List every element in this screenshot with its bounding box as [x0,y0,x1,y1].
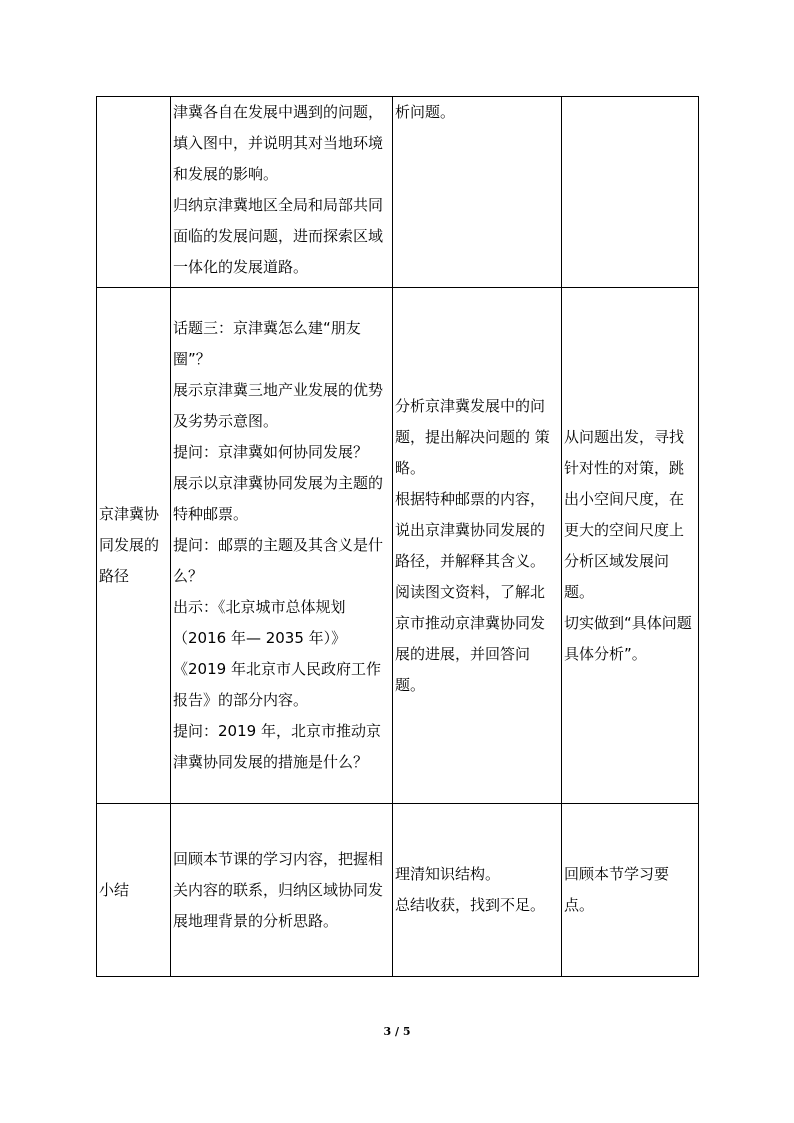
paragraph: 出示：《北京城市总体规划（2016 年— 2035 年）》《2019 年北京市人民政府工作报告》的部分内容。 [173,598,381,709]
paragraph: 展示以京津冀协同发展为主题的特种邮票。 [173,474,384,523]
teacher-activity-cell [171,804,393,977]
paragraph: 从问题出发，寻找针对性的对策，跳出小空间尺度，在更大的空间尺度上分析区域发展问题。 [564,427,685,601]
paragraph: 根据特种邮票的内容，说出京津冀协同发展的路径，并解释其含义。 [395,489,546,570]
paragraph: 回顾本节学习要点。 [564,865,670,914]
paragraph: 切实做到“具体问题具体分析”。 [564,613,692,663]
stage-label-cell [97,97,171,288]
student-activity-cell [393,97,562,288]
student-activity-cell [393,288,562,804]
paragraph: 总结收获，找到不足。 [395,896,546,914]
design-intent-cell [562,288,699,804]
table-row [97,804,699,977]
teacher-activity-cell [171,288,393,804]
teacher-activity-cell [171,97,393,288]
paragraph: 阅读图文资料，了解北京市推动京津冀协同发展的进展，并回答问题。 [395,582,546,694]
design-intent-cell [562,97,699,288]
paragraph: 话题三：京津冀怎么建“朋友圈”？ [173,319,361,368]
paragraph: 析问题。 [395,103,456,121]
paragraph: 分析京津冀发展中的问题，提出解决问题的 策略。 [395,396,550,477]
stage-label: 小结 [99,880,130,899]
lesson-plan-table [96,96,699,977]
student-activity-cell [393,804,562,977]
stage-label: 京津冀协同发展的路径 [99,505,160,585]
paragraph: 回顾本节课的学习内容，把握相关内容的联系，归纳区域协同发展地理背景的分析思路。 [173,849,384,930]
table-row [97,97,699,288]
paragraph: 归纳京津冀地区全局和局部共同面临的发展问题，进而探索区域一体化的发展道路。 [173,196,384,276]
stage-label-cell [97,288,171,804]
stage-label-cell [97,804,171,977]
design-intent-cell [562,804,699,977]
paragraph: 津冀各自在发展中遇到的问题，填入图中，并说明其对当地环境和发展的影响。 [173,103,384,183]
paragraph: 展示京津冀三地产业发展的优势及劣势示意图。 [173,381,384,430]
paragraph: 理清知识结构。 [395,865,501,883]
paragraph: 提问：京津冀如何协同发展？ [173,443,369,461]
paragraph: 提问：2019 年，北京市推动京津冀协同发展的措施是什么？ [173,722,381,771]
table-row [97,288,699,804]
paragraph: 提问：邮票的主题及其含义是什么？ [173,536,384,585]
page-number: 3 / 5 [383,1025,411,1038]
